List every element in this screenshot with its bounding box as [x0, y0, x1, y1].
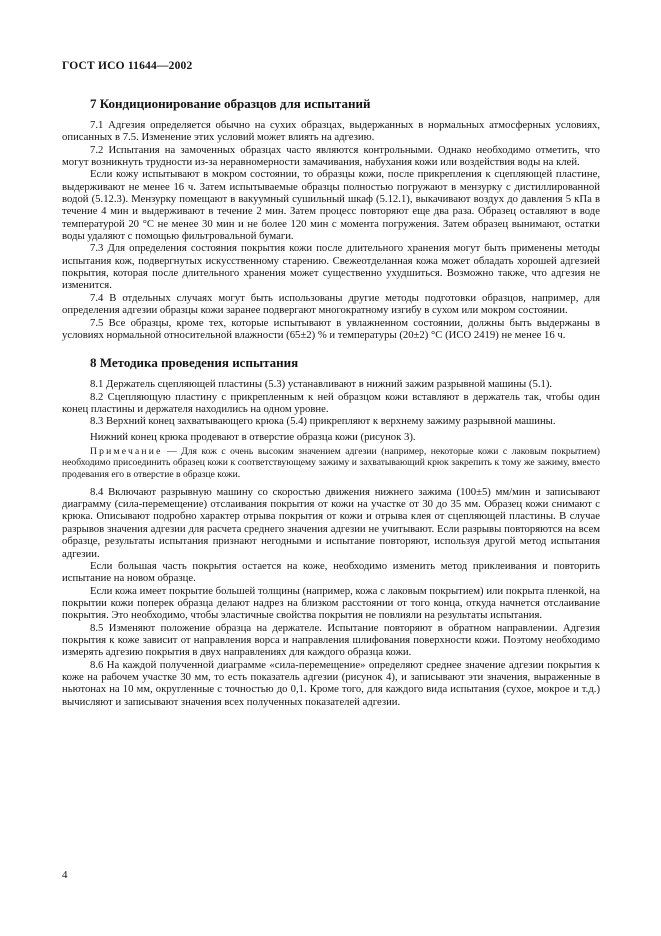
paragraph-7-4: 7.4 В отдельных случаях могут быть использованы другие методы подготовки образцов, например, для определения адгезии образцы кожи заранее подвергают многократному изгибу в сухом или мокром состоянии. — [62, 291, 600, 317]
page-content — [62, 96, 600, 708]
paragraph-8-4: 8.4 Включают разрывную машину со скоростью движения нижнего зажима (100±5) мм/мин и записывают диаграмму (сила-перемещение) отслаивания покрытия от кожи на участке от 30 до 35 мм. Образец кожи снимают с крюка. Описывают подробно характер отрыва покрытия от кожи и отрыва клея от сцепляющей пластины. В случае разрывов значения адгезии для расчета среднего значения адгезии не учитывают. Если разрывы повторяются на всем образце, результаты испытания признают негодными и испытание повторяют, используя другой метод испытания адгезии. — [62, 485, 600, 560]
section-8-heading: 8 Методика проведения испытания — [90, 355, 299, 371]
paragraph-7-1: 7.1 Адгезия определяется обычно на сухих образцах, выдержанных в нормальных атмосферных условиях, описанных в 7.5. Изменение этих условий может влиять на адгезию. — [62, 119, 600, 144]
paragraph-8-6: 8.6 На каждой полученной диаграмме «сила-перемещение» определяют среднее значение адгезии покрытия к коже на рабочем участке 30 мм, то есть показатель адгезии (рисунок 4), и записывают эти значения, выраженные в ньютонах на 10 мм, округленные с точностью до 0,1. Кроме того, для каждого вида испытания (сухое, мокрое и т.д.) вычисляют и записывают значения всех полученных показателей адгезии. — [62, 658, 600, 708]
note — [62, 446, 600, 480]
paragraph-7-5: 7.5 Все образцы, кроме тех, которые испытывают в увлажненном состоянии, должны быть выдержаны в условиях нормальной относительной влажности (65±2) % и температуры (20±2) °С (ИСО 2419) не менее 16 ч. — [62, 316, 600, 341]
note-label: Примечание — [90, 445, 163, 457]
paragraph-8-4-thick: Если кожа имеет покрытие большей толщины (например, кожа с лаковым покрытием) или покрыта пленкой, на покрытии кожи поперек образца делают надрез на близком расстоянии от того конца, откуда начнется отслаивание покрытия. Это необходимо, чтобы эластичные свойства покрытия не повлияли на результаты испытания. — [62, 584, 600, 622]
paragraph-8-1: 8.1 Держатель сцепляющей пластины (5.3) устанавливают в нижний зажим разрывной машины (5.1). — [90, 378, 553, 391]
note-text: — Для кож с очень высоким значением адгезии (например, некоторые кожи с лаковым покрытием) необходимо присоединить образец кожи к соответствующему зажиму и захватывающий крюк закрепить к тому же зажиму, вместо продевания его в отверстие в образце кожи. — [62, 445, 600, 480]
paragraph-8-3: 8.3 Верхний конец захватывающего крюка (5.4) прикрепляют к верхнему зажиму разрывной машины. — [90, 415, 556, 428]
paragraph-8-5: 8.5 Изменяют положение образца на держателе. Испытание повторяют в обратном направлении. Адгезия покрытия к коже зависит от направления ворса и направления шлифования поверхности кожи. Поэтому необходимо измерять адгезию покрытия в двух направлениях для каждого образца кожи. — [62, 621, 600, 659]
page-number: 4 — [62, 869, 68, 881]
section-7-heading: 7 Кондиционирование образцов для испытаний — [90, 96, 371, 111]
paragraph-7-3: 7.3 Для определения состояния покрытия кожи после длительного хранения могут быть применены методы испытания кож, подвергнутых искусственному старению. Свежеотделанная кожа может обладать хорошей адгезией покрытия, которая после длительного хранения может существенно ухудшиться. Возможно также, что адгезия не изменится. — [62, 242, 600, 292]
paragraph-8-2: 8.2 Сцепляющую пластину с прикрепленным к ней образцом кожи вставляют в держатель так, чтобы один конец пластины и держателя находились на одном уровне. — [62, 390, 600, 415]
document-header: ГОСТ ИСО 11644—2002 — [62, 60, 193, 72]
paragraph-7-2-wet: Если кожу испытывают в мокром состоянии, то образцы кожи, после прикрепления к сцепляющей пластине, выдерживают не менее 16 ч. Затем испытываемые образцы полностью погружают в мензурку с дистиллированной водой (5.12.3). Мензурку помещают в вакуумный сушильный шкаф (5.12.1), выкачивают воздух до давления 5 кПа в течение 4 мин и выдерживают в течение 2 мин. Затем процесс повторяют еще два раза. Образец оставляют в воде температурой 20 °С не менее 30 мин и не более 120 мин с момента погружения. Затем образец вынимают, остатки воды удаляют с помощью фильтровальной бумаги. — [62, 168, 600, 243]
paragraph-7-2: 7.2 Испытания на замоченных образцах часто являются контрольными. Однако необходимо отметить, что могут возникнуть трудности из-за неравномерности замачивания, набухания кожи или воздействия воды на клей. — [62, 143, 600, 169]
paragraph-8-4-reglue: Если большая часть покрытия остается на коже, необходимо изменить метод приклеивания и повторить испытание на новом образце. — [62, 559, 600, 585]
paragraph-8-3-hook: Нижний конец крюка продевают в отверстие образца кожи (рисунок 3). — [90, 430, 416, 443]
